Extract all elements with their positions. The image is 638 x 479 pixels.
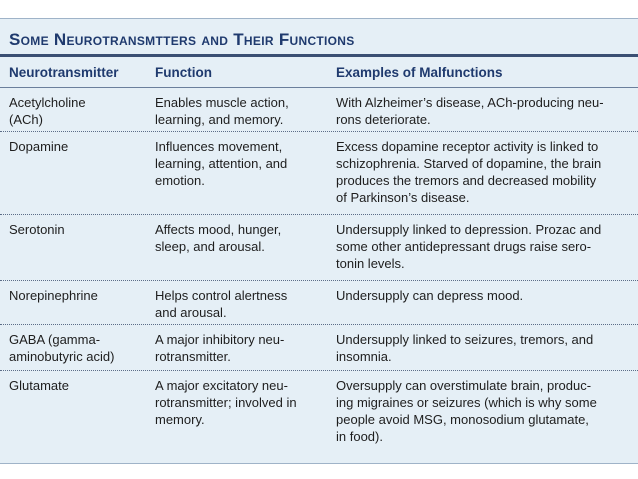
table-row	[0, 215, 638, 281]
table-row	[0, 325, 638, 371]
cell-function: Affects mood, hunger, sleep, and arousal.	[155, 222, 282, 254]
header-function: Function	[155, 65, 212, 80]
cell-malfunction: Undersupply linked to depression. Prozac and some other antidepressant drugs raise sero- tonin levels.	[336, 222, 602, 271]
table-title: Some Neurotransmtters and Their Functions	[9, 30, 355, 49]
header-malfunctions: Examples of Malfunctions	[336, 65, 503, 80]
cell-neurotransmitter: Acetylcholine (ACh)	[9, 95, 86, 127]
cell-function: Enables muscle action, learning, and memory.	[155, 95, 289, 127]
table-row	[0, 132, 638, 215]
cell-malfunction: With Alzheimer’s disease, ACh-producing neu- rons deteriorate.	[336, 95, 604, 127]
cell-malfunction: Undersupply can depress mood.	[336, 288, 524, 303]
header-neurotransmitter: Neurotransmitter	[9, 65, 119, 80]
cell-malfunction: Excess dopamine receptor activity is linked to schizophrenia. Starved of dopamine, the brain produces the tremors and decreased mobility of Parkinson’s disease.	[336, 139, 602, 205]
cell-neurotransmitter: Serotonin	[9, 222, 65, 237]
table-row	[0, 371, 638, 461]
cell-malfunction: Undersupply linked to seizures, tremors, and insomnia.	[336, 332, 594, 364]
table-row	[0, 281, 638, 325]
neurotransmitter-table	[0, 18, 638, 464]
cell-function: A major inhibitory neu- rotransmitter.	[155, 332, 285, 364]
cell-neurotransmitter: Glutamate	[9, 378, 69, 393]
cell-neurotransmitter: Dopamine	[9, 139, 69, 154]
cell-neurotransmitter: GABA (gamma- aminobutyric acid)	[9, 332, 115, 364]
cell-function: Helps control alertness and arousal.	[155, 288, 288, 320]
table-title-bar	[0, 19, 638, 57]
cell-function: Influences movement, learning, attention, and emotion.	[155, 139, 288, 188]
cell-neurotransmitter: Norepinephrine	[9, 288, 98, 303]
table-header-row	[0, 57, 638, 88]
cell-malfunction: Oversupply can overstimulate brain, produc- ing migraines or seizures (which is why some people avoid MSG, monosodium glutamate, in food).	[336, 378, 597, 444]
table-row	[0, 88, 638, 132]
cell-function: A major excitatory neu- rotransmitter; involved in memory.	[155, 378, 297, 427]
